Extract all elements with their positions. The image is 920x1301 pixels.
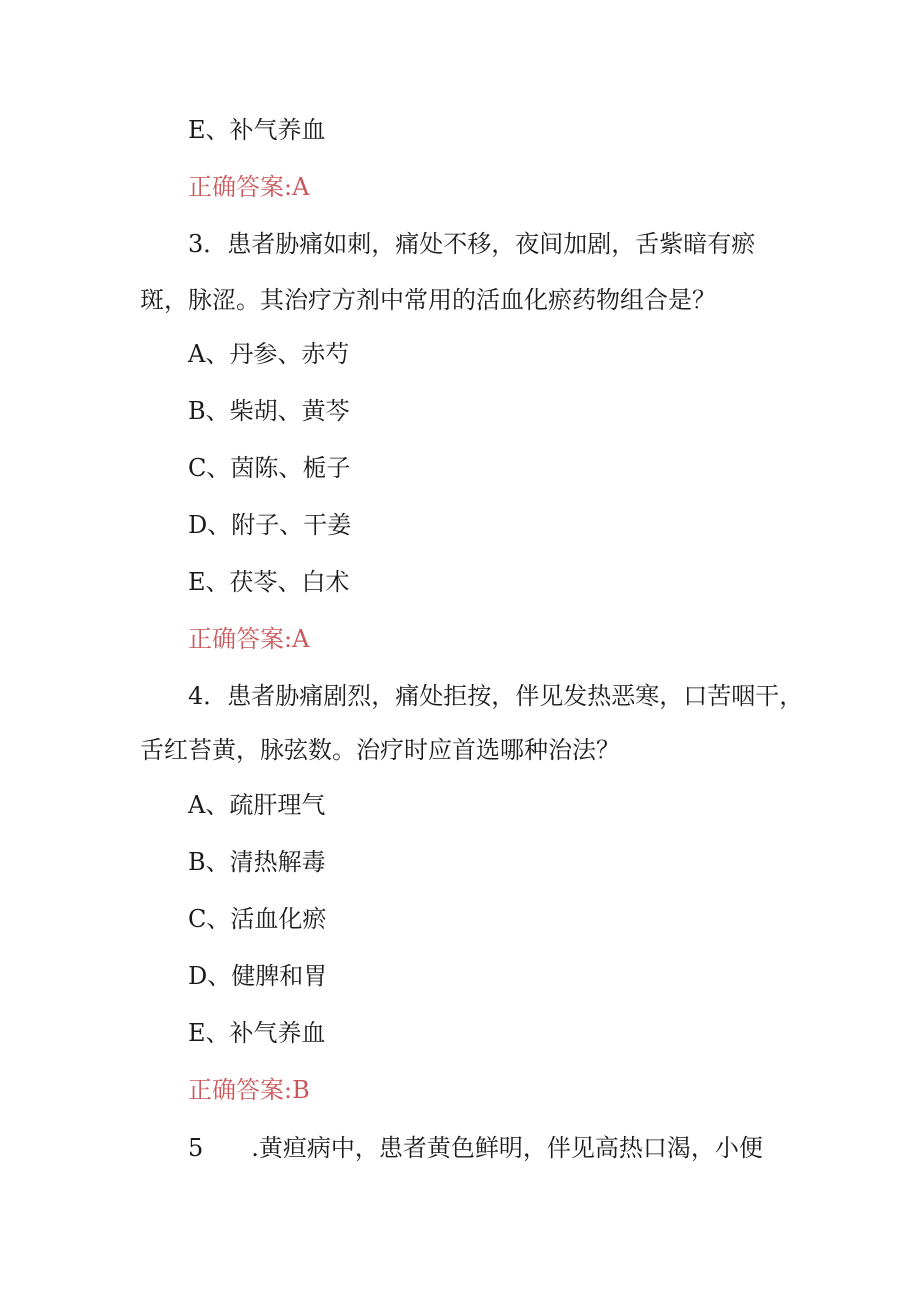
option-c: C、活血化瘀 <box>188 905 327 933</box>
option-d: D、附子、干姜 <box>188 511 352 539</box>
question-3-text: 3．患者胁痛如刺，痛处不移，夜间加剧，舌紫暗有瘀 <box>188 230 756 258</box>
option-a: A、丹参、赤芍 <box>188 340 350 368</box>
option-e: E、补气养血 <box>188 116 326 144</box>
question-4-text: 4．患者胁痛剧烈，痛处拒按，伴见发热恶寒，口苦咽干， <box>188 682 804 710</box>
correct-answer: 正确答案:A <box>188 173 310 201</box>
option-b: B、清热解毒 <box>188 848 326 876</box>
correct-answer: 正确答案:A <box>188 625 310 653</box>
correct-answer: 正确答案:B <box>188 1076 310 1104</box>
option-e: E、茯苓、白术 <box>188 568 350 596</box>
question-4-text-continued: 舌红苔黄，脉弦数。治疗时应首选哪种治法？ <box>140 736 620 764</box>
question-3-text-continued: 斑，脉涩。其治疗方剂中常用的活血化瘀药物组合是？ <box>140 286 716 314</box>
question-5-text: 5 .黄疸病中，患者黄色鲜明，伴见高热口渴，小便 <box>188 1134 763 1162</box>
option-b: B、柴胡、黄芩 <box>188 397 350 425</box>
option-c: C、茵陈、栀子 <box>188 454 351 482</box>
option-e: E、补气养血 <box>188 1019 326 1047</box>
option-d: D、健脾和胃 <box>188 962 328 990</box>
option-a: A、疏肝理气 <box>188 791 326 819</box>
